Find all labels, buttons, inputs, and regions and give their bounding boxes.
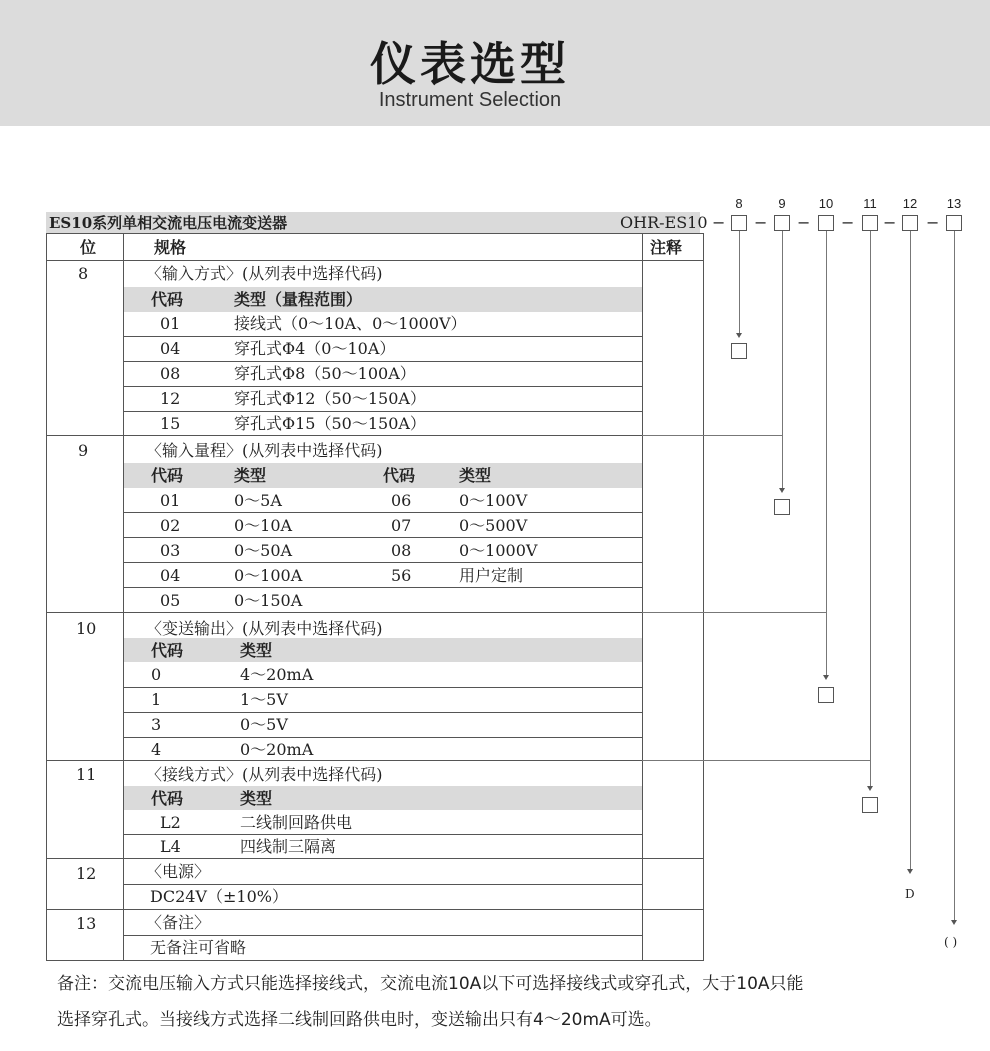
table-rule <box>46 233 704 234</box>
section-10-position: 10 <box>76 619 97 638</box>
position-label-10: 10 <box>818 196 834 211</box>
row-divider <box>124 512 642 513</box>
col-header-note: 注释 <box>650 238 683 257</box>
connector-line <box>954 231 955 921</box>
sub-header-code: 代码 <box>383 466 416 485</box>
option-code: 06 <box>391 491 412 510</box>
option-code: 04 <box>160 566 181 585</box>
option-code: 4 <box>151 740 162 759</box>
section-9-position: 9 <box>78 441 89 460</box>
power-supply-value: DC24V（±10%） <box>150 887 288 906</box>
position-label-13: 13 <box>946 196 962 211</box>
option-type: 0～50A <box>234 541 293 560</box>
row-divider <box>124 884 642 885</box>
table-border <box>46 233 47 961</box>
option-type: 0～100V <box>459 491 528 510</box>
result-box-9 <box>774 499 790 515</box>
connector-line <box>642 612 827 613</box>
sub-header-bg <box>124 786 642 810</box>
arrow-down-icon <box>951 920 957 925</box>
option-code: 12 <box>160 389 181 408</box>
col-header-position: 位 <box>80 238 97 257</box>
connector-line <box>870 231 871 760</box>
option-type: 穿孔式Φ12（50～150A） <box>234 389 426 408</box>
connector-line <box>642 435 783 436</box>
section-11-title: 〈接线方式〉(从列表中选择代码) <box>146 765 383 784</box>
option-type: 0～500V <box>459 516 528 535</box>
option-code: 08 <box>391 541 412 560</box>
position-label-8: 8 <box>735 196 743 211</box>
option-code: 07 <box>391 516 412 535</box>
model-name: ES10系列单相交流电压电流变送器 <box>49 214 288 232</box>
table-rule <box>46 260 704 261</box>
option-type: 0～5A <box>234 491 282 510</box>
row-divider <box>124 537 642 538</box>
position-label-9: 9 <box>778 196 786 211</box>
sub-header-type: 类型 <box>459 466 492 485</box>
option-code: 04 <box>160 339 181 358</box>
row-divider <box>124 562 642 563</box>
row-divider <box>124 361 642 362</box>
arrow-down-icon <box>823 675 829 680</box>
arrow-down-icon <box>779 488 785 493</box>
position-label-11: 11 <box>863 196 877 211</box>
row-divider <box>124 687 642 688</box>
table-rule <box>46 960 704 961</box>
section-13-position: 13 <box>76 914 97 933</box>
sub-header-code: 代码 <box>151 641 184 660</box>
option-type: 二线制回路供电 <box>240 813 353 832</box>
result-value-12: D <box>905 887 915 901</box>
option-type: 接线式（0～10A、0～1000V） <box>234 314 467 333</box>
code-box-10[interactable] <box>818 215 834 231</box>
code-box-11[interactable] <box>862 215 878 231</box>
option-code: 1 <box>151 690 162 709</box>
section-8-title: 〈输入方式〉(从列表中选择代码) <box>146 264 383 283</box>
connector-line <box>782 231 783 435</box>
sub-header-code: 代码 <box>151 789 184 808</box>
option-type: 0～5V <box>240 715 288 734</box>
connector-line <box>826 231 827 612</box>
footnote-line-1: 备注：交流电压输入方式只能选择接线式，交流电流10A以下可选择接线式或穿孔式，大于10A只能 <box>57 974 804 994</box>
option-code: 01 <box>160 314 181 333</box>
option-code: 0 <box>151 665 162 684</box>
row-divider <box>124 336 642 337</box>
arrow-down-icon <box>867 786 873 791</box>
sub-header-bg <box>124 638 642 662</box>
option-code: 01 <box>160 491 181 510</box>
sub-header-type: 类型 <box>234 466 267 485</box>
section-11-position: 11 <box>76 765 97 784</box>
result-value-13: ( ) <box>944 935 958 949</box>
footnote-line-2: 选择穿孔式。当接线方式选择二线制回路供电时，变送输出只有4～20mA可选。 <box>57 1010 662 1030</box>
option-code: 02 <box>160 516 181 535</box>
section-13-title: 〈备注〉 <box>146 913 211 932</box>
option-code: L2 <box>160 813 181 832</box>
code-box-8[interactable] <box>731 215 747 231</box>
result-box-11 <box>862 797 878 813</box>
dash-separator: − <box>883 213 897 232</box>
section-12-title: 〈电源〉 <box>146 862 211 881</box>
table-border <box>703 233 704 961</box>
row-divider <box>124 737 642 738</box>
model-code: OHR-ES10 <box>620 213 708 232</box>
section-divider <box>46 858 704 859</box>
section-divider <box>46 760 704 761</box>
sub-header-bg <box>124 287 642 312</box>
section-divider <box>46 612 704 613</box>
option-type: 用户定制 <box>459 566 524 585</box>
connector-line <box>870 760 871 788</box>
option-code: L4 <box>160 837 181 856</box>
option-type: 0～20mA <box>240 740 314 759</box>
result-box-10 <box>818 687 834 703</box>
row-divider <box>124 587 642 588</box>
table-border <box>642 233 643 961</box>
section-divider <box>46 909 704 910</box>
section-8-position: 8 <box>78 264 89 283</box>
row-divider <box>124 712 642 713</box>
code-box-12[interactable] <box>902 215 918 231</box>
section-divider <box>46 435 704 436</box>
option-code: 03 <box>160 541 181 560</box>
option-code: 3 <box>151 715 162 734</box>
sub-header-type: 类型 <box>240 641 273 660</box>
sub-header-type: 类型 <box>240 789 273 808</box>
section-12-position: 12 <box>76 864 97 883</box>
table-border <box>123 233 124 961</box>
connector-line <box>642 760 871 761</box>
row-divider <box>124 935 642 936</box>
option-type: 穿孔式Φ4（0～10A） <box>234 339 396 358</box>
code-box-13[interactable] <box>946 215 962 231</box>
option-type: 穿孔式Φ8（50～100A） <box>234 364 416 383</box>
connector-line <box>739 231 740 335</box>
option-code: 08 <box>160 364 181 383</box>
connector-line <box>910 231 911 871</box>
row-divider <box>124 411 642 412</box>
sub-header-code: 代码 <box>151 290 184 309</box>
arrow-down-icon <box>907 869 913 874</box>
section-10-title: 〈变送输出〉(从列表中选择代码) <box>146 619 383 638</box>
dash-separator: − <box>926 213 940 232</box>
dash-separator: − <box>841 213 855 232</box>
option-type: 0～1000V <box>459 541 538 560</box>
option-code: 56 <box>391 566 412 585</box>
option-type: 4～20mA <box>240 665 314 684</box>
page-title: 仪表选型 <box>370 37 570 91</box>
option-code: 05 <box>160 591 181 610</box>
dash-separator: − <box>712 213 726 232</box>
option-code: 15 <box>160 414 181 433</box>
code-box-9[interactable] <box>774 215 790 231</box>
connector-line <box>782 435 783 490</box>
section-9-title: 〈输入量程〉(从列表中选择代码) <box>146 441 383 460</box>
connector-line <box>826 612 827 677</box>
arrow-down-icon <box>736 333 742 338</box>
option-type: 1～5V <box>240 690 288 709</box>
row-divider <box>124 834 642 835</box>
page-subtitle: Instrument Selection <box>378 89 562 111</box>
sub-header-type: 类型（量程范围） <box>234 290 363 309</box>
result-box-8 <box>731 343 747 359</box>
option-type: 0～100A <box>234 566 303 585</box>
option-type: 穿孔式Φ15（50～150A） <box>234 414 426 433</box>
row-divider <box>124 386 642 387</box>
option-type: 0～10A <box>234 516 293 535</box>
remark-value: 无备注可省略 <box>150 938 247 957</box>
position-label-12: 12 <box>902 196 918 211</box>
dash-separator: − <box>797 213 811 232</box>
col-header-spec: 规格 <box>154 238 187 257</box>
option-type: 四线制三隔离 <box>240 837 337 856</box>
option-type: 0～150A <box>234 591 303 610</box>
sub-header-code: 代码 <box>151 466 184 485</box>
dash-separator: − <box>754 213 768 232</box>
